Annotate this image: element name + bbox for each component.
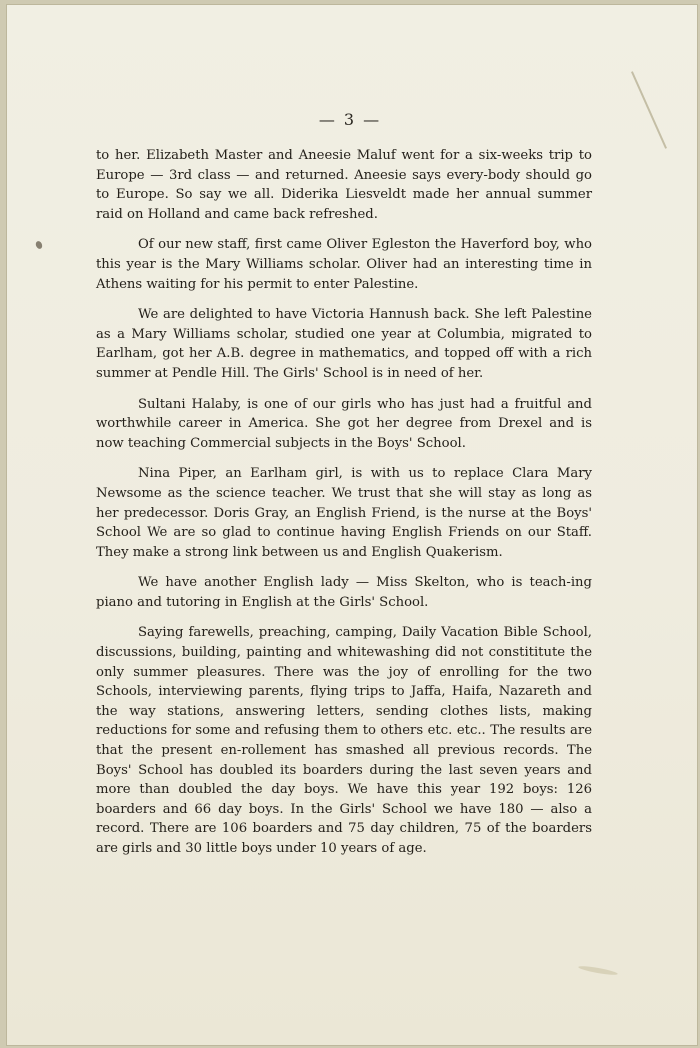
paragraph-victoria-hannush: We are delighted to have Victoria Hannush back. She left Palestine as a Mary Williams scholar, studied one year at Columbia, migrated to Earlham, got her A.B. degree in mathematics, and topped off with a rich summer at Pendle Hill. The Girls' School is in need of her. — [96, 307, 592, 381]
paragraph-summer-enrollment: Saying farewells, preaching, camping, Daily Vacation Bible School, discussions, building, painting and whitewashing did not constititute the only summer pleasures. There was the joy of enrolling for the two Schools, interviewing parents, flying trips to Jaffa, Haifa, Nazareth and the way stations, answering letters, sending clothes lists, making reductions for some and refusing them to others etc. etc.. The results are that the present en-rollement has smashed all previous records. The Boys' School has doubled its boarders during the last seven years and more than doubled the day boys. We have this year 192 boys: 126 boarders and 66 day boys. In the Girls' School we have 180 — also a record. There are 106 boarders and 75 day children, 75 of the boarders are girls and 30 little boys under 10 years of age. — [96, 625, 592, 856]
paragraph-miss-skelton: We have another English lady — Miss Skelton, who is teach-ing piano and tutoring in English at the Girls' School. — [96, 575, 592, 610]
paragraph-new-staff: Of our new staff, first came Oliver Egleston the Haverford boy, who this year is the Mary Williams scholar. Oliver had an interesting time in Athens waiting for his permit to enter Palestine. — [96, 237, 592, 292]
paper-stain — [578, 965, 618, 977]
paragraph-sultani-halaby: Sultani Halaby, is one of our girls who has just had a fruitful and worthwhile career in America. She got her degree from Drexel and is now teaching Commercial subjects in the Boys' School. — [96, 396, 592, 451]
paragraph-continuation: to her. Elizabeth Master and Aneesie Maluf went for a six-weeks trip to Europe — 3rd class — and returned. Aneesie says every-body should go to Europe. So say we all. Diderika Liesveldt made her annual summer raid on Holland and came back refreshed. — [96, 148, 592, 222]
paragraph-nina-piper: Nina Piper, an Earlham girl, is with us to replace Clara Mary Newsome as the science teacher. We trust that she will stay as long as her predecessor. Doris Gray, an English Friend, is the nurse at the Boys' School We are so glad to continue having English Friends on our Staff. They make a strong link between us and English Quakerism. — [96, 466, 592, 560]
page-number: — 3 — — [318, 110, 382, 129]
ink-blot — [35, 240, 44, 250]
body-text — [96, 146, 592, 870]
